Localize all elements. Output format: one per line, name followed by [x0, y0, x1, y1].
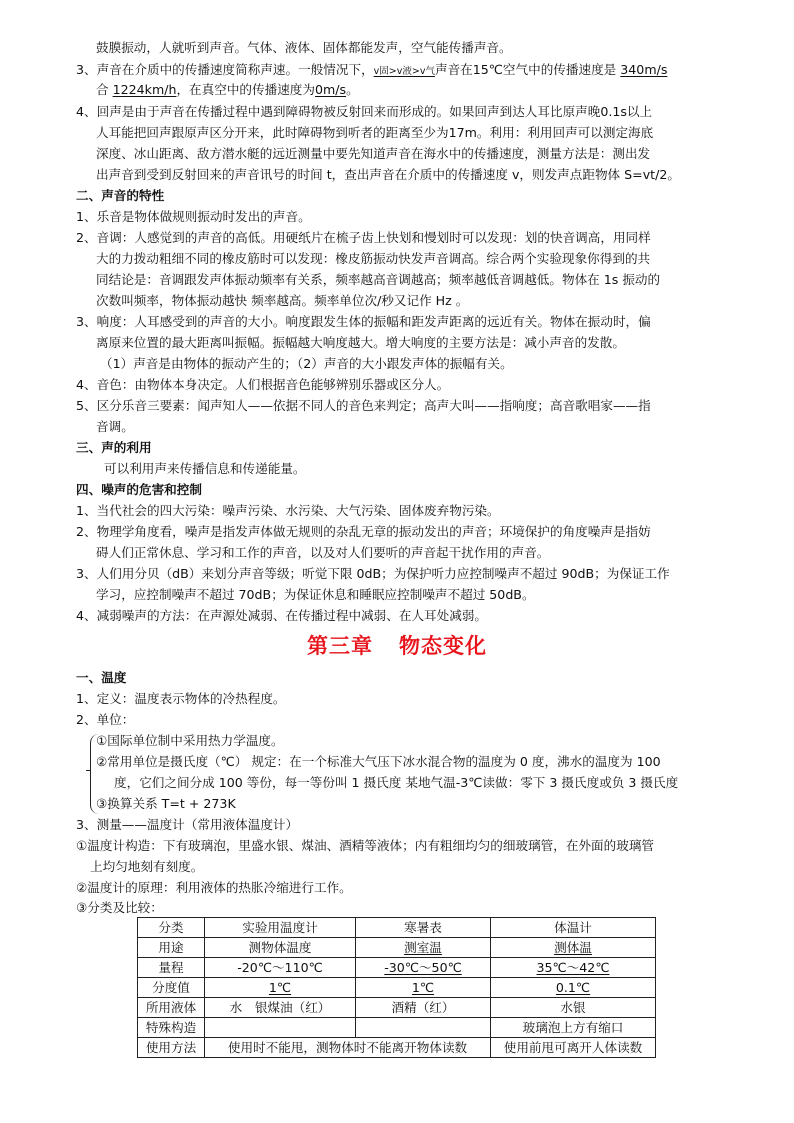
paragraph-line	[76, 62, 667, 80]
paragraph-line: 鼓膜振动，人就听到声音。气体、液体、固体都能发声，空气能传播声音。	[96, 40, 512, 55]
text-run: 。	[346, 82, 359, 97]
paragraph-line: 离原来位置的最大距离叫振幅。振幅越大响度越大。增大响度的主要方法是：减小声音的发散。	[96, 335, 625, 350]
table-header-cell: 寒暑表	[356, 918, 491, 938]
table-header-cell: 分类	[138, 918, 205, 938]
table-cell: -30℃～50℃	[356, 958, 491, 978]
paragraph-line: ②常用单位是摄氏度（℃） 规定：在一个标准大气压下冰水混合物的温度为 0 度，沸水的温度为 100	[96, 754, 661, 769]
section-heading: 三、声的利用	[76, 440, 152, 455]
brace-bracket-tip	[86, 770, 91, 772]
paragraph-line: 上均匀地刻有刻度。	[90, 859, 204, 874]
table-cell: 测室温	[356, 938, 491, 958]
paragraph-line: 出声音到受到反射回来的声音讯号的时间 t，查出声音在介质中的传播速度 v，则发声点距物体 S=vt/2。	[96, 167, 680, 182]
text-run: 340m/s	[620, 62, 668, 77]
table-header-cell: 实验用温度计	[205, 918, 356, 938]
paragraph-line: ③换算关系 T=t + 273K	[96, 796, 236, 811]
table-cell	[205, 1018, 356, 1038]
table-cell: 1℃	[356, 978, 491, 998]
table-cell: 分度值	[138, 978, 205, 998]
paragraph-line: 3、响度：人耳感受到的声音的大小。响度跟发生体的振幅和距发声距离的远近有关。物体在振动时，偏	[76, 314, 651, 329]
paragraph-line: 4、回声是由于声音在传播过程中遇到障碍物被反射回来而形成的。如果回声到达人耳比原声晚0.1s以上	[76, 104, 653, 119]
thermometer-comparison-table	[137, 917, 656, 1058]
text-run: v固>v液>v气	[373, 66, 435, 77]
paragraph-line	[96, 82, 359, 98]
table-cell: 水 银煤油（红）	[205, 998, 356, 1018]
table-cell: 量程	[138, 958, 205, 978]
text-run: ，在真空中的传播速度为	[176, 82, 315, 97]
paragraph-line: 4、音色：由物体本身决定。人们根据音色能够辨别乐器或区分人。	[76, 377, 450, 392]
paragraph-line: 1、乐音是物体做规则振动时发出的声音。	[76, 209, 311, 224]
table-cell: 使用方法	[138, 1038, 205, 1058]
text-run: 3、声音在介质中的传播速度简称声速。一般情况下，	[76, 62, 374, 77]
table-cell: 测体温	[491, 938, 656, 958]
text-run: 1224km/h	[112, 82, 177, 97]
table-row	[138, 1038, 656, 1058]
table-row	[138, 978, 656, 998]
table-cell: 使用时不能甩，测物体时不能离开物体读数	[205, 1038, 491, 1058]
section-heading: 一、温度	[76, 670, 127, 685]
table-header-cell: 体温计	[491, 918, 656, 938]
paragraph-line: 2、音调：人感觉到的声音的高低。用硬纸片在梳子齿上快划和慢划时可以发现：划的快音调高，用同样	[76, 230, 651, 245]
paragraph-line: 可以利用声来传播信息和传递能量。	[104, 461, 306, 476]
paragraph-line: 大的力拨动粗细不同的橡皮筋时可以发现：橡皮筋振动快发声音调高。综合两个实验现象你得到的共	[96, 251, 651, 266]
chapter-name: 物态变化	[399, 633, 487, 658]
section-heading: 四、噪声的危害和控制	[76, 482, 202, 497]
paragraph-line: ①温度计构造：下有玻璃泡，里盛水银、煤油、酒精等液体；内有粗细均匀的细玻璃管，在外面的玻璃管	[76, 838, 655, 853]
text-run: 合	[96, 82, 109, 97]
paragraph-line: 2、物理学角度看，噪声是指发声体做无规则的杂乱无章的振动发出的声音；环境保护的角度噪声是指妨	[76, 524, 651, 539]
paragraph-line: 度，它们之间分成 100 等份，每一等份叫 1 摄氏度 某地气温-3℃读做：零下 3 摄氏度或负 3 摄氏度	[114, 775, 679, 790]
table-cell: -20℃～110℃	[205, 958, 356, 978]
table-cell: 所用液体	[138, 998, 205, 1018]
table-cell: 使用前甩可离开人体读数	[491, 1038, 656, 1058]
paragraph-line: 3、人们用分贝（dB）来划分声音等级；听觉下限 0dB；为保护听力应控制噪声不超过 90dB；为保证工作	[76, 566, 670, 581]
paragraph-line: 音调。	[96, 419, 134, 434]
paragraph-line: 4、减弱噪声的方法：在声源处减弱、在传播过程中减弱、在人耳处减弱。	[76, 608, 488, 623]
table-cell: 水银	[491, 998, 656, 1018]
table-row	[138, 958, 656, 978]
paragraph-line: 深度、冰山距离、敌方潜水艇的远近测量中要先知道声音在海水中的传播速度，测量方法是：测出发	[96, 146, 651, 161]
paragraph-line: 次数叫频率，物体振动越快 频率越高。频率单位次/秒又记作 Hz 。	[96, 293, 469, 308]
paragraph-line: （1）声音是由物体的振动产生的；（2）声音的大小跟发声体的振幅有关。	[100, 356, 513, 371]
paragraph-line: 学习，应控制噪声不超过 70dB；为保证休息和睡眠应控制噪声不超过 50dB。	[96, 587, 535, 602]
table-cell: 测物体温度	[205, 938, 356, 958]
table-cell: 0.1℃	[491, 978, 656, 998]
paragraph-line: ③分类及比较：	[76, 900, 163, 915]
table-row	[138, 998, 656, 1018]
section-heading: 二、声音的特性	[76, 188, 165, 203]
table-row	[138, 1018, 656, 1038]
table-cell: 1℃	[205, 978, 356, 998]
chapter-number: 第三章	[307, 633, 373, 658]
paragraph-line: 碍人们正常休息、学习和工作的声音，以及对人们要听的声音起干扰作用的声音。	[96, 545, 550, 560]
table-cell: 用途	[138, 938, 205, 958]
paragraph-line: 1、定义：温度表示物体的冷热程度。	[76, 691, 286, 706]
paragraph-line: 1、当代社会的四大污染：噪声污染、水污染、大气污染、固体废弃物污染。	[76, 503, 500, 518]
table-header-row	[138, 918, 656, 938]
table-cell: 特殊构造	[138, 1018, 205, 1038]
table-cell: 玻璃泡上方有缩口	[491, 1018, 656, 1038]
paragraph-line: 2、单位：	[76, 712, 135, 727]
table-cell: 酒精（红）	[356, 998, 491, 1018]
text-run: 声音在15℃空气中的传播速度是	[434, 62, 617, 77]
paragraph-line: 5、区分乐音三要素：闻声知人——依据不同人的音色来判定；高声大叫——指响度；高音歌唱家——指	[76, 398, 651, 413]
table-cell: 35℃～42℃	[491, 958, 656, 978]
text-run: 0m/s	[314, 82, 347, 97]
paragraph-line: ②温度计的原理：利用液体的热胀冷缩进行工作。	[76, 880, 352, 895]
paragraph-line: 人耳能把回声跟原声区分开来，此时障碍物到听者的距离至少为17m。利用：利用回声可以测定海底	[96, 125, 654, 140]
table-cell	[356, 1018, 491, 1038]
paragraph-line: ①国际单位制中采用热力学温度。	[96, 733, 284, 748]
paragraph-line: 同结论是：音调跟发声体振动频率有关系，频率越高音调越高；频率越低音调越低。物体在 1s 振动的	[96, 272, 661, 287]
chapter-title	[0, 630, 794, 660]
table-row	[138, 938, 656, 958]
paragraph-line: 3、测量——温度计（常用液体温度计）	[76, 817, 299, 832]
